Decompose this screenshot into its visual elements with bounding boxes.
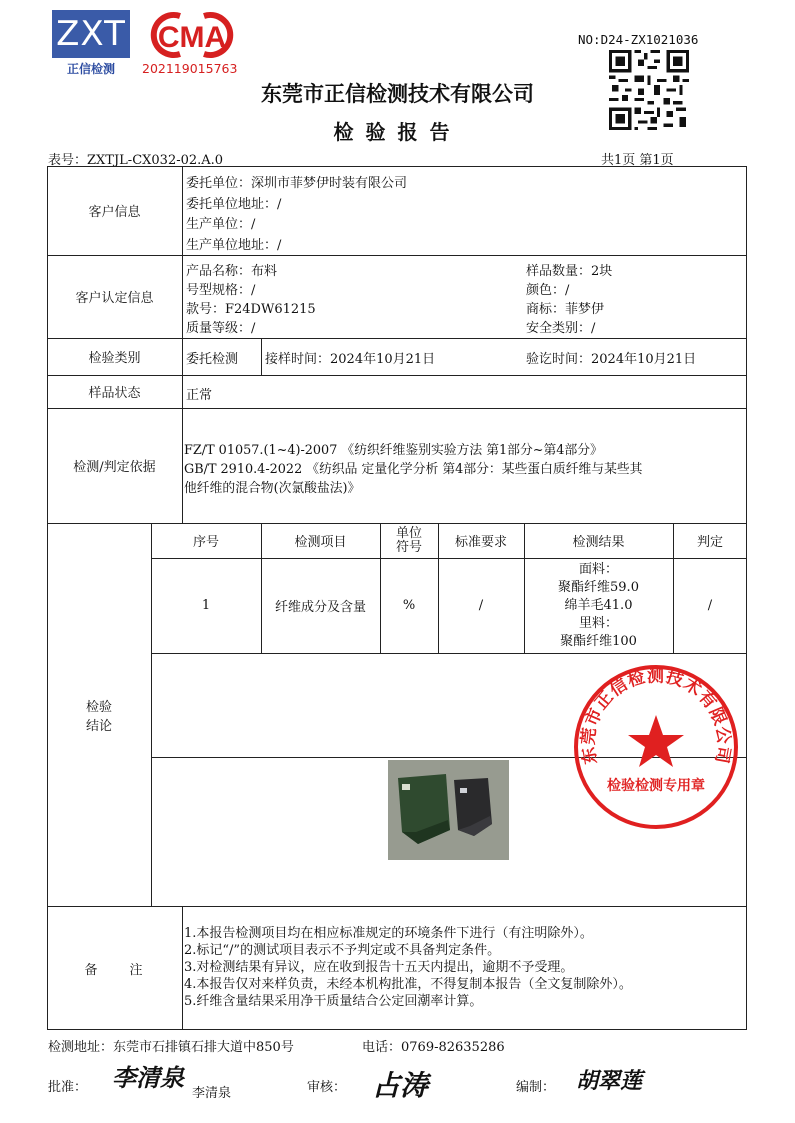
remark-item: 2.标记“/”的测试项目表示不予判定或不具备判定条件。 [184, 943, 501, 958]
basis-standard-2: GB/T 2910.4-2022 《纺织品 定量化学分析 第4部分：某些蛋白质纤维与某些其 [184, 462, 643, 477]
remark-item: 5.纤维含量结果采用净干质量结合公定回潮率计算。 [184, 994, 483, 1009]
inspection-category-label: 检验类别 [88, 351, 141, 366]
approver-name: 李清泉 [192, 1086, 232, 1101]
producer: 生产单位：/ [186, 217, 256, 232]
entrust-unit: 委托单位：深圳市菲梦伊时装有限公司 [186, 176, 408, 191]
col-divider [261, 338, 262, 375]
received-date: 接样时间：2024年10月21日 [265, 352, 436, 367]
header-result: 检测结果 [572, 535, 625, 550]
cma-letters: CMA [157, 21, 227, 54]
approve-label: 批准： [48, 1080, 88, 1095]
svg-text:检验检测专用章: 检验检测专用章 [607, 777, 705, 793]
producer-address: 生产单位地址：/ [186, 238, 282, 253]
sample-photo [388, 760, 509, 860]
page-info: 共1页 第1页 [601, 153, 674, 168]
sample-state-label: 样品状态 [88, 386, 141, 401]
basis-label: 检测/判定依据 [73, 460, 156, 475]
model-spec: 号型规格：/ [186, 283, 256, 298]
approver-signature: 李清泉 [112, 1063, 184, 1092]
cma-number: 202119015763 [142, 61, 238, 76]
form-number: 表号：ZXTJL-CX032-02.A.0 [48, 153, 224, 168]
header-standard: 标准要求 [454, 535, 507, 550]
remark-item: 1.本报告检测项目均在相应标准规定的环境条件下进行（有注明除外）。 [184, 926, 593, 941]
header-item: 检测项目 [294, 535, 347, 550]
remarks-list [184, 925, 632, 1010]
row-no: 1 [201, 598, 211, 613]
report-title: 检验报告 [333, 120, 462, 144]
compile-label: 编制： [516, 1080, 556, 1095]
lab-address: 检测地址：东莞市石排镇石排大道中850号 [48, 1040, 294, 1055]
client-info-label: 客户信息 [88, 205, 141, 220]
remarks-label: 备 注 [84, 962, 145, 978]
review-label: 审核： [307, 1080, 347, 1095]
quality-grade: 质量等级：/ [186, 321, 256, 336]
inspection-category: 委托检测 [186, 352, 239, 367]
row-judgement: / [707, 598, 713, 613]
col-divider [182, 166, 183, 523]
lab-phone: 电话：0769-82635286 [362, 1040, 505, 1055]
color: 颜色：/ [526, 283, 570, 298]
reviewer-signature: 占涛 [372, 1069, 429, 1102]
sample-quantity: 样品数量：2块 [526, 264, 613, 279]
header-unit: 单位 符号 [395, 525, 422, 555]
company-name: 东莞市正信检测技术有限公司 [261, 82, 534, 106]
col-divider [182, 906, 183, 1030]
compiler-signature: 胡翠莲 [576, 1068, 643, 1094]
sample-state: 正常 [186, 388, 213, 403]
entrust-address: 委托单位地址：/ [186, 197, 282, 212]
basis-standard-1: FZ/T 01057.(1~4)-2007 《纺织纤维鉴别实验方法 第1部分~第4部分》 [184, 443, 603, 458]
row-result: 面料： 聚酯纤维59.0 绵羊毛41.0 里料： 聚酯纤维100 [558, 561, 639, 649]
style-number: 款号：F24DW61215 [186, 302, 316, 317]
product-name: 产品名称：布料 [186, 264, 278, 279]
header-judgement: 判定 [696, 535, 723, 550]
remark-item: 3.对检测结果有异议，应在收到报告十五天内提出，逾期不予受理。 [184, 960, 574, 975]
brand: 商标：菲梦伊 [526, 302, 605, 317]
basis-standard-2-cont: 他纤维的混合物(次氯酸盐法)》 [184, 481, 361, 496]
row-standard: / [478, 598, 484, 613]
header-no: 序号 [192, 535, 219, 550]
row-unit: % [402, 598, 416, 613]
zxt-logo: ZXT [52, 10, 130, 58]
remark-item: 4.本报告仅对来样负责，未经本机构批准，不得复制本报告（全文复制除外）。 [184, 977, 632, 992]
official-seal-icon [572, 663, 740, 831]
safety-category: 安全类别：/ [526, 321, 596, 336]
row-divider [151, 653, 747, 654]
zxt-logo-subtitle: 正信检测 [66, 62, 115, 76]
report-number: NO:D24-ZX1021036 [578, 32, 699, 47]
svg-text:东莞市正信检测技术有限公司: 东莞市正信检测技术有限公司 [578, 666, 734, 766]
completed-date: 验讫时间：2024年10月21日 [526, 352, 697, 367]
cma-logo [142, 10, 242, 60]
product-info-label: 客户认定信息 [75, 291, 154, 306]
row-item: 纤维成分及含量 [274, 600, 366, 615]
conclusion-label: 检验 结论 [85, 699, 112, 734]
